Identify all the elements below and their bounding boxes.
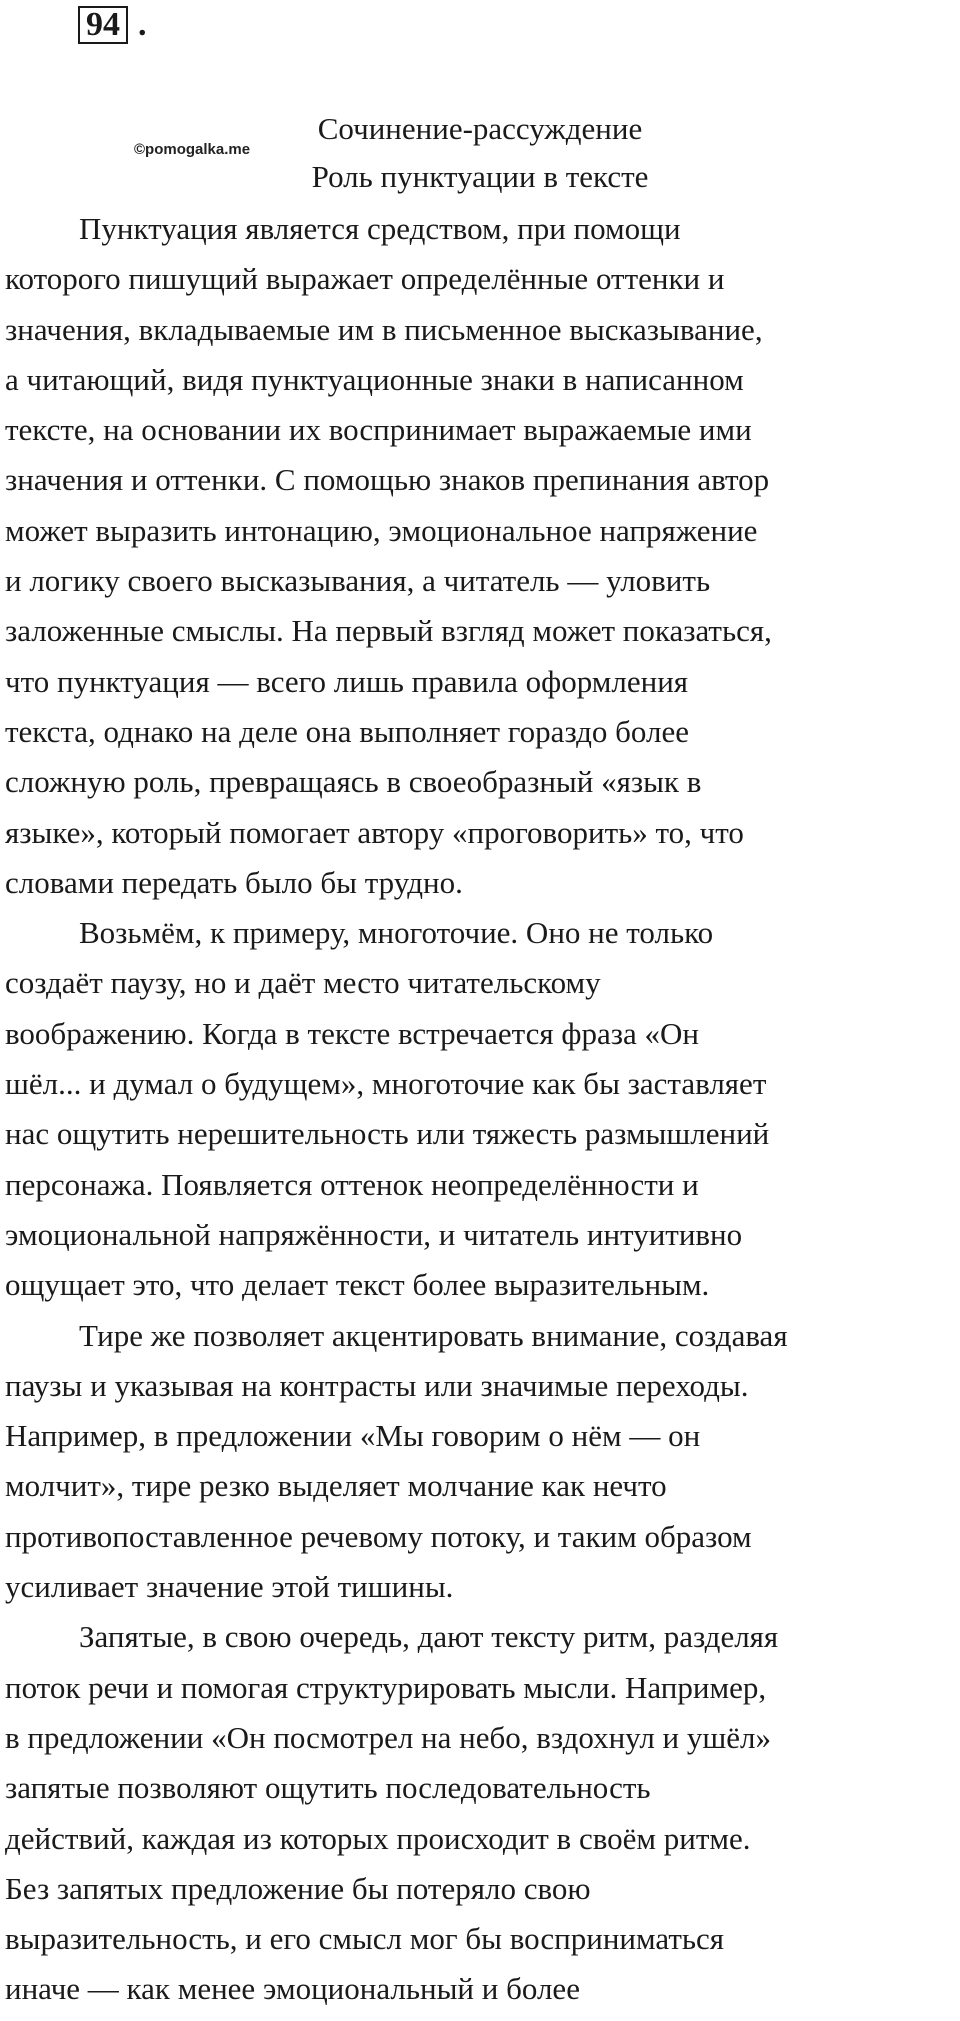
text-line: усиливает значение этой тишины. — [5, 1569, 454, 1605]
text-line: Пунктуация является средством, при помощи — [79, 211, 681, 246]
text-line: выразительность, и его смысл мог бы восприниматься — [5, 1921, 725, 1957]
text-line: эмоциональной напряжённости, и читатель интуитивно — [5, 1216, 743, 1252]
text-line: и логику своего высказывания, а читатель — уловить — [5, 563, 711, 599]
task-number-box — [78, 6, 128, 44]
text-line: действий, каждая из которых происходит в своём ритме. — [5, 1820, 751, 1856]
text-line: молчит», тире резко выделяет молчание как нечто — [5, 1468, 667, 1504]
text-line: тексте, на основании их воспринимает выражаемые ими — [5, 412, 752, 448]
essay-body — [0, 204, 960, 2015]
text-line: в предложении «Он посмотрел на небо, вздохнул и ушёл» — [5, 1719, 771, 1755]
watermark: ©pomogalka.me — [134, 141, 251, 158]
text-line: иначе — как менее эмоциональный и более — [5, 1971, 580, 2007]
text-line: сложную роль, превращаясь в своеобразный «язык в — [5, 764, 702, 800]
text-line: Без запятых предложение бы потеряло свою — [5, 1870, 591, 1906]
text-line: Запятые, в свою очередь, дают тексту ритм, разделяя — [79, 1619, 779, 1655]
text-line: поток речи и помогая структурировать мысли. Например, — [5, 1669, 767, 1705]
text-line: значения, вкладываемые им в письменное высказывание, — [5, 311, 763, 347]
text-line: персонажа. Появляется оттенок неопределённости и — [5, 1166, 699, 1202]
text-line: ощущает это, что делает текст более выразительным. — [5, 1267, 710, 1303]
task-number-dot: . — [138, 6, 147, 43]
text-line: Например, в предложении «Мы говорим о нём — он — [5, 1418, 701, 1454]
text-line: которого пишущий выражает определённые оттенки и — [5, 261, 725, 297]
text-line: паузы и указывая на контрасты или значимые переходы. — [5, 1367, 749, 1403]
text-line: заложенные смыслы. На первый взгляд может показаться, — [5, 613, 772, 649]
text-line: создаёт паузу, но и даёт место читательскому — [5, 965, 601, 1001]
text-line: текста, однако на деле она выполняет гораздо более — [5, 713, 689, 749]
text-line: а читающий, видя пунктуационные знаки в написанном — [5, 361, 744, 397]
text-line: воображению. Когда в тексте встречается фраза «Он — [5, 1015, 699, 1051]
task-number: 94 — [86, 6, 120, 43]
text-line: Тире же позволяет акцентировать внимание, создавая — [79, 1317, 788, 1353]
text-line: Возьмём, к примеру, многоточие. Оно не только — [79, 915, 714, 951]
text-line: шёл... и думал о будущем», многоточие как бы заставляет — [5, 1066, 767, 1102]
text-line: значения и оттенки. С помощью знаков препинания автор — [5, 462, 770, 498]
text-line: противопоставленное речевому потоку, и таким образом — [5, 1518, 752, 1554]
essay-topic-title: Роль пунктуации в тексте — [311, 159, 649, 194]
text-line: что пунктуация — всего лишь правила оформления — [5, 663, 689, 699]
essay-genre-title: Сочинение-рассуждение — [317, 111, 643, 146]
text-line: нас ощутить нерешительность или тяжесть размышлений — [5, 1116, 770, 1152]
text-line: может выразить интонацию, эмоциональное напряжение — [5, 512, 758, 548]
text-line: языке», который помогает автору «проговорить» то, что — [5, 814, 744, 850]
text-line: запятые позволяют ощутить последовательность — [5, 1770, 651, 1806]
text-line: словами передать было бы трудно. — [5, 864, 463, 900]
